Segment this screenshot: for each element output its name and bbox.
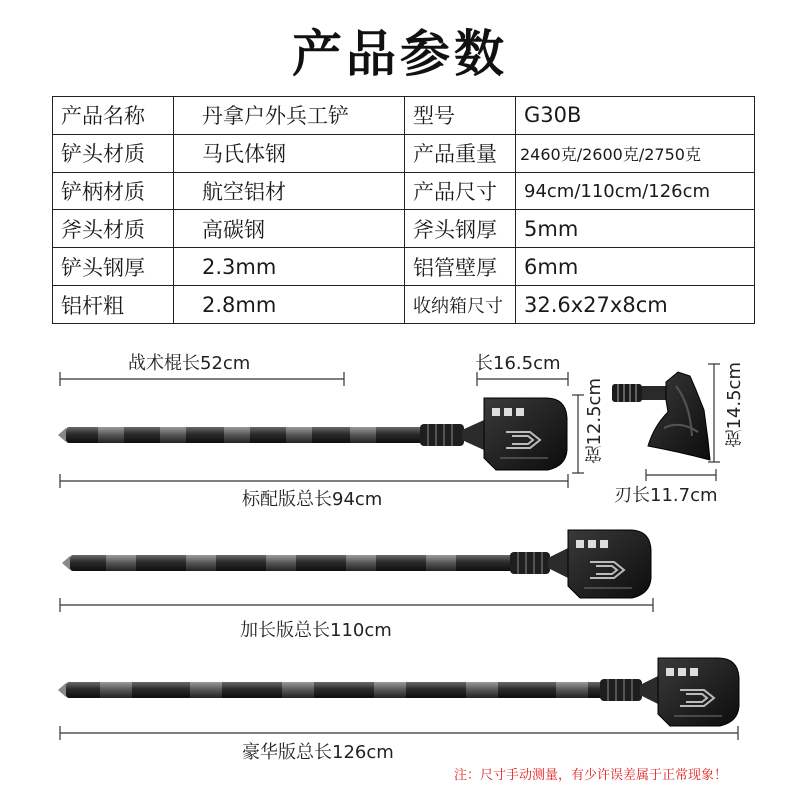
measurement-note: 注：尺寸手动测量，有少许误差属于正常现象！ bbox=[454, 768, 728, 783]
spec-key: 型号 bbox=[405, 97, 516, 135]
spec-value: 2460克/2600克/2750克 bbox=[516, 134, 755, 172]
spec-value: G30B bbox=[516, 97, 755, 135]
spec-value: 94cm/110cm/126cm bbox=[516, 172, 755, 210]
spec-key: 斧头钢厚 bbox=[405, 210, 516, 248]
spec-key: 收纳箱尺寸 bbox=[405, 286, 516, 324]
standard-total-label: 标配版总长94cm bbox=[242, 489, 383, 510]
spec-key: 铲柄材质 bbox=[53, 172, 174, 210]
spec-key: 产品名称 bbox=[53, 97, 174, 135]
spec-value: 航空铝材 bbox=[174, 172, 405, 210]
spec-value: 高碳钢 bbox=[174, 210, 405, 248]
spec-key: 产品重量 bbox=[405, 134, 516, 172]
spec-key: 斧头材质 bbox=[53, 210, 174, 248]
spec-key: 铲头材质 bbox=[53, 134, 174, 172]
spec-key: 铝管壁厚 bbox=[405, 248, 516, 286]
spec-value: 6mm bbox=[516, 248, 755, 286]
page-title: 产品参数 bbox=[292, 25, 508, 83]
spec-value: 丹拿户外兵工铲 bbox=[174, 97, 405, 135]
tactical-stick-label: 战术棍长52cm bbox=[128, 353, 251, 374]
spec-value: 2.3mm bbox=[174, 248, 405, 286]
extended-total-label: 加长版总长110cm bbox=[240, 620, 392, 641]
axe-blade-label: 刃长11.7cm bbox=[614, 485, 718, 506]
spec-value: 2.8mm bbox=[174, 286, 405, 324]
spec-key: 产品尺寸 bbox=[405, 172, 516, 210]
axe-head bbox=[612, 372, 710, 460]
shovel-extended bbox=[62, 530, 651, 598]
shovel-deluxe bbox=[58, 658, 739, 726]
shovel-standard bbox=[58, 398, 567, 470]
spec-value: 马氏体钢 bbox=[174, 134, 405, 172]
spec-value: 5mm bbox=[516, 210, 755, 248]
deluxe-total-label: 豪华版总长126cm bbox=[242, 742, 394, 763]
axe-width-label: 宽14.5cm bbox=[724, 362, 745, 448]
spec-key: 铲头钢厚 bbox=[53, 248, 174, 286]
shovel-width-label: 宽12.5cm bbox=[584, 378, 605, 464]
spec-key: 铝杆粗 bbox=[53, 286, 174, 324]
spec-value: 32.6x27x8cm bbox=[516, 286, 755, 324]
shovel-length-label: 长16.5cm bbox=[475, 353, 561, 374]
